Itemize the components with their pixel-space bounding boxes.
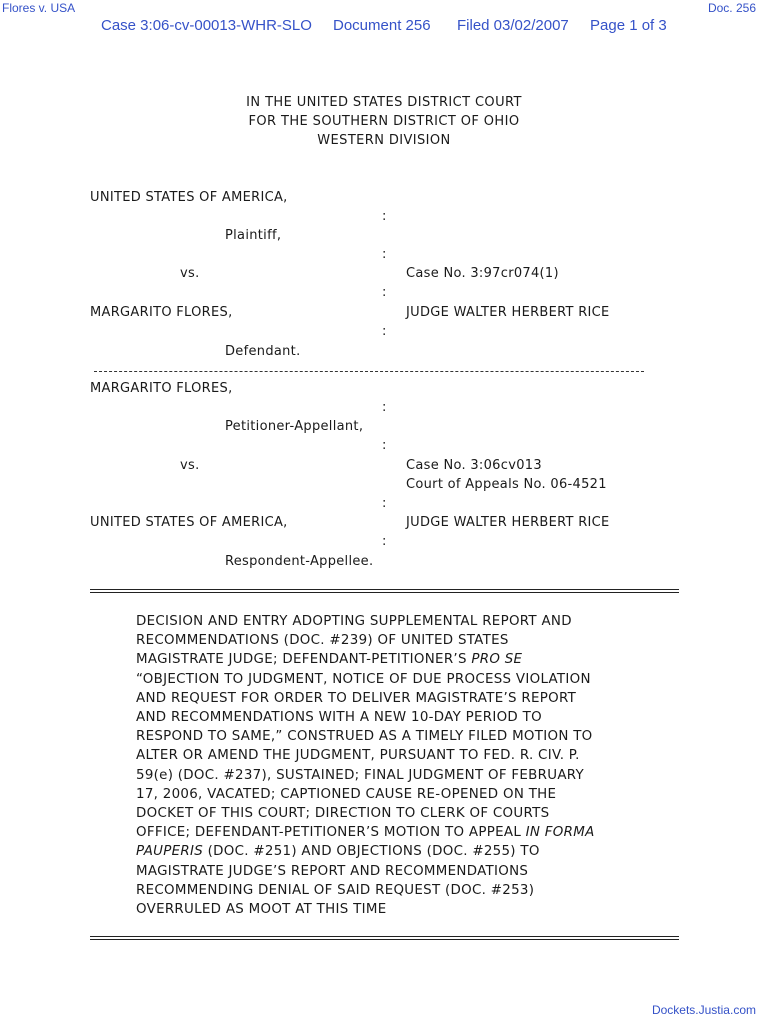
caption1-defendant-role: Defendant. (225, 344, 301, 359)
caption-colon: : (382, 400, 387, 415)
caption2-case-number: Case No. 3:06cv013 (406, 458, 542, 473)
caption-colon: : (382, 209, 387, 224)
title-line: RECOMMENDING DENIAL OF SAID REQUEST (DOC. #253) (136, 882, 535, 898)
pauperis-italic: PAUPERIS (136, 844, 204, 860)
caption1-plaintiff-role: Plaintiff, (225, 228, 282, 243)
caption2-petitioner-role: Petitioner-Appellant, (225, 419, 364, 434)
title-line: OFFICE; DEFENDANT-PETITIONER’S MOTION TO APPEAL IN FORMA (136, 825, 595, 841)
caption-colon: : (382, 534, 387, 549)
caption1-versus: vs. (180, 266, 200, 281)
title-line: ALTER OR AMEND THE JUDGMENT, PURSUANT TO FED. R. CIV. P. (136, 748, 580, 764)
caption1-case-number: Case No. 3:97cr074(1) (406, 266, 559, 281)
court-division: WESTERN DIVISION (317, 133, 451, 148)
court-district: FOR THE SOUTHERN DISTRICT OF OHIO (248, 114, 520, 129)
caption-colon: : (382, 438, 387, 453)
title-rule-top-2 (90, 592, 679, 593)
title-line: OVERRULED AS MOOT AT THIS TIME (136, 902, 387, 918)
title-rule-bottom-2 (90, 939, 679, 940)
title-line: DOCKET OF THIS COURT; DIRECTION TO CLERK OF COURTS (136, 806, 550, 822)
pro-se-italic: PRO SE (471, 652, 523, 668)
justia-footer-link[interactable]: Dockets.Justia.com (651, 1003, 756, 1017)
case-title-link[interactable]: Flores v. USA (2, 1, 76, 15)
court-name: IN THE UNITED STATES DISTRICT COURT (246, 95, 522, 110)
caption1-judge: JUDGE WALTER HERBERT RICE (406, 305, 610, 320)
in-forma-italic: IN FORMA (525, 825, 595, 841)
title-rule-bottom (90, 936, 679, 937)
title-line: PAUPERIS (DOC. #251) AND OBJECTIONS (DOC. #255) TO (136, 844, 540, 860)
caption2-appeals-number: Court of Appeals No. 06-4521 (406, 477, 607, 492)
page-indicator: Page 1 of 3 (590, 17, 667, 34)
title-line: 59(e) (DOC. #237), SUSTAINED; FINAL JUDGMENT OF FEBRUARY (136, 767, 585, 783)
caption2-petitioner-name: MARGARITO FLORES, (90, 381, 233, 396)
caption-colon: : (382, 324, 387, 339)
title-line: DECISION AND ENTRY ADOPTING SUPPLEMENTAL REPORT AND (136, 614, 572, 629)
title-line: RESPOND TO SAME,” CONSTRUED AS A TIMELY FILED MOTION TO (136, 729, 593, 745)
caption2-respondent-name: UNITED STATES OF AMERICA, (90, 515, 288, 530)
title-line: RECOMMENDATIONS (DOC. #239) OF UNITED STATES (136, 633, 509, 649)
caption-separator (94, 371, 644, 372)
title-rule-top (90, 589, 679, 590)
title-line: MAGISTRATE JUDGE’S REPORT AND RECOMMENDATIONS (136, 863, 529, 879)
title-line: AND REQUEST FOR ORDER TO DELIVER MAGISTRATE’S REPORT (136, 690, 577, 706)
caption1-plaintiff-name: UNITED STATES OF AMERICA, (90, 190, 288, 205)
document-header: Document 256 (333, 17, 431, 34)
caption1-defendant-name: MARGARITO FLORES, (90, 305, 233, 320)
title-line: AND RECOMMENDATIONS WITH A NEW 10-DAY PERIOD TO (136, 710, 542, 726)
document-title (136, 612, 636, 919)
caption-colon: : (382, 496, 387, 511)
title-line: MAGISTRATE JUDGE; DEFENDANT-PETITIONER’S PRO SE (136, 652, 523, 668)
title-line: “OBJECTION TO JUDGMENT, NOTICE OF DUE PROCESS VIOLATION (136, 671, 591, 687)
caption-colon: : (382, 285, 387, 300)
document-number-link[interactable]: Doc. 256 (707, 1, 756, 15)
filed-date-header: Filed 03/02/2007 (457, 17, 569, 34)
caption2-versus: vs. (180, 458, 200, 473)
title-line: 17, 2006, VACATED; CAPTIONED CAUSE RE-OPENED ON THE (136, 786, 557, 802)
case-number-header: Case 3:06-cv-00013-WHR-SLO (101, 17, 312, 34)
caption2-judge: JUDGE WALTER HERBERT RICE (406, 515, 610, 530)
caption2-respondent-role: Respondent-Appellee. (225, 554, 374, 569)
caption-colon: : (382, 247, 387, 262)
